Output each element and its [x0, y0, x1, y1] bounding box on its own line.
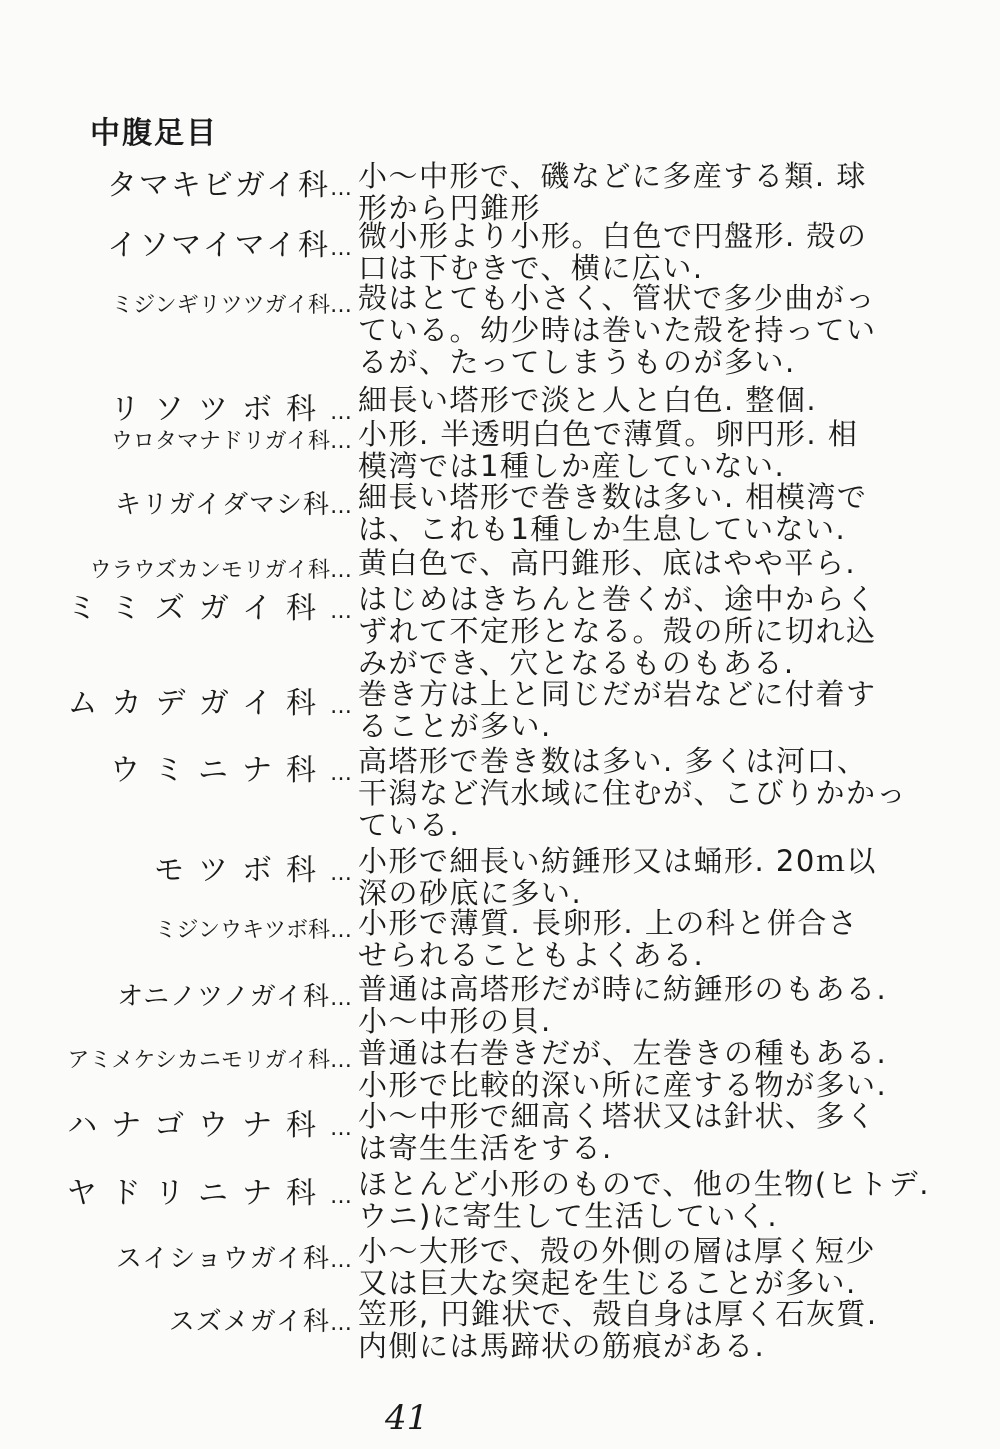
family-name: モツボ科… [154, 853, 352, 888]
family-name: ミミズガイ科… [66, 591, 352, 626]
family-description: 小〜中形で細高く塔状又は針状、多く は寄生生活をする. [358, 1099, 877, 1165]
family-name: ハナゴウナ科… [67, 1108, 352, 1143]
family-description: はじめはきちんと巻くが、途中からく ずれて不定形となる。殻の所に切れ込 みができ、穴となるものもある. [358, 582, 877, 680]
family-name: ムカデガイ科… [67, 686, 352, 721]
family-name: キリガイダマシ科… [115, 490, 352, 520]
family-description: 小〜大形で、殻の外側の層は厚く短少 又は巨大な突起を生じることが多い. [358, 1234, 876, 1300]
family-description: 微小形より小形。白色で円盤形. 殻の 口は下むきで、横に広い. [358, 219, 868, 285]
family-name: スイショウガイ科… [115, 1244, 352, 1274]
family-description: 細長い塔形で巻き数は多い. 相模湾で は、これも1種しか生息していない. [358, 480, 868, 546]
family-description: 小形で薄質. 長卵形. 上の科と併合さ せられることもよくある. [358, 906, 859, 972]
family-name: ウミニナ科… [110, 753, 352, 788]
family-description: 小形. 半透明白色で薄質。卵円形. 相 模湾では1種しか産していない. [358, 417, 859, 483]
family-name: ミジンウキツボ科… [154, 918, 352, 943]
page-number: 41 [385, 1398, 429, 1438]
family-description: 高塔形で巻き数は多い. 多くは河口、 干潟など汽水域に住むが、こびりかかっ ている. [358, 744, 908, 842]
family-description: 小形で細長い紡錘形又は蛹形. 20ｍ以 深の砂底に多い. [358, 844, 877, 910]
family-name: スズメガイ科… [168, 1307, 352, 1337]
family-name: タマキビガイ科… [106, 168, 352, 203]
family-name: イソマイマイ科… [107, 228, 352, 263]
family-name: オニノツノガイ科… [117, 982, 352, 1012]
family-name: リソツボ科… [110, 392, 352, 427]
family-description: 笠形, 円錐状で、殻自身は厚く石灰質. 内側には馬蹄状の筋痕がある. [358, 1297, 878, 1363]
family-description: 小〜中形で、磯などに多産する類. 球 形から円錐形 [358, 159, 867, 225]
family-description: 巻き方は上と同じだが岩などに付着す ることが多い. [358, 677, 877, 743]
family-description: 細長い塔形で淡と人と白色. 整個. [358, 383, 818, 417]
family-description: 普通は高塔形だが時に紡錘形のもある. 小〜中形の貝. [358, 972, 888, 1038]
family-description: 普通は右巻きだが、左巻きの種もある. 小形で比較的深い所に産する物が多い. [358, 1036, 888, 1102]
family-name: ウラウズカンモリガイ科… [89, 558, 352, 583]
family-name: アミメケシカニモリガイ科… [67, 1048, 352, 1073]
family-description: 黄白色で、高円錐形、底はやや平ら. [358, 546, 857, 580]
family-name: ミジンギリツツガイ科… [111, 293, 352, 318]
family-name: ヤドリニナ科… [66, 1176, 352, 1211]
family-description: 殻はとても小さく、管状で多少曲がっ ている。幼少時は巻いた殻を持ってい るが、たってしまうものが多い. [358, 281, 877, 379]
family-name: ウロタマナドリガイ科… [110, 429, 352, 454]
family-description: ほとんど小形のもので、他の生物(ヒトデ. ウニ)に寄生して生活していく. [358, 1167, 930, 1233]
section-heading: 中腹足目 [90, 116, 218, 151]
